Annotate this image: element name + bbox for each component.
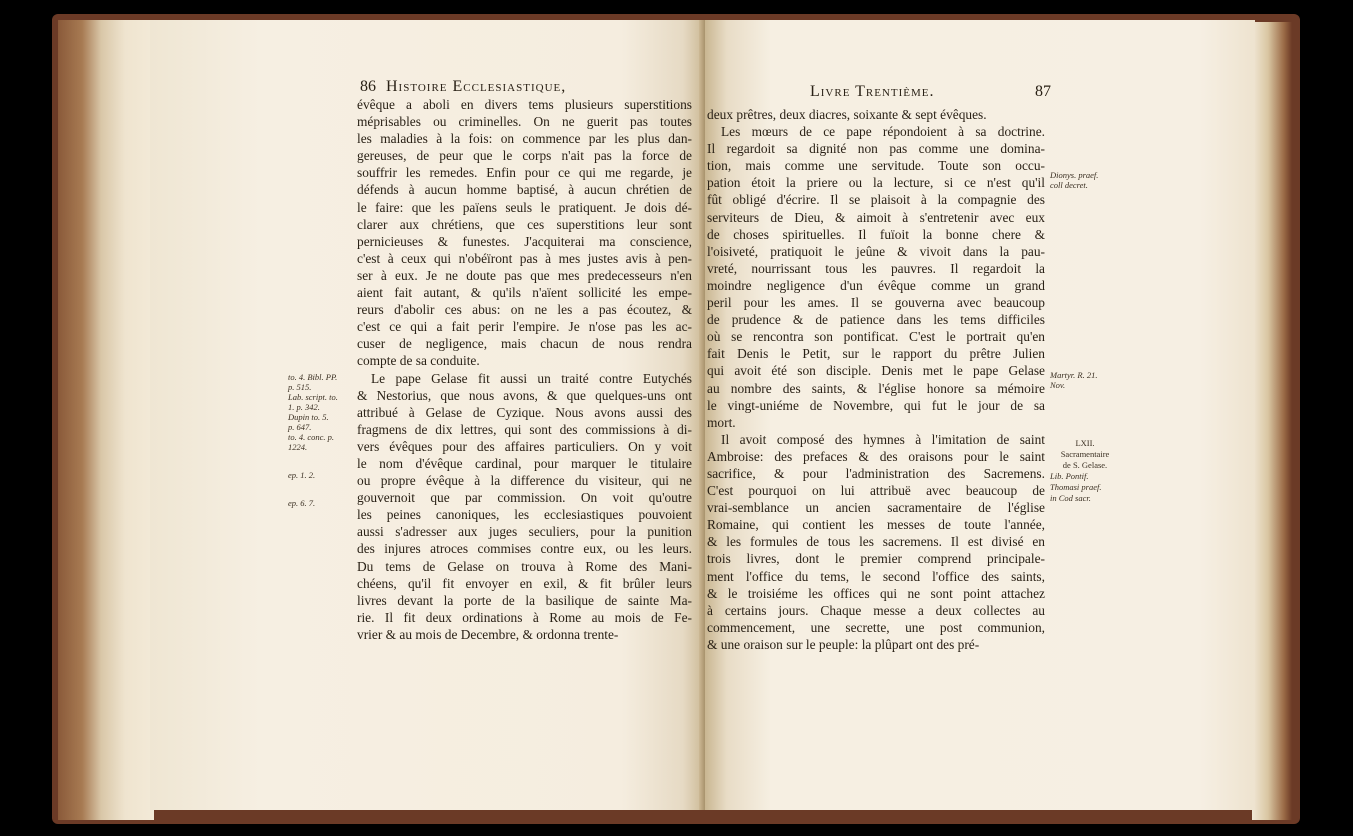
- margin-note: 1. p. 342.: [288, 402, 320, 412]
- text-line: reurs d'abolir ces abus: on ne les a pas écoutez, &: [357, 302, 692, 318]
- margin-note: 1224.: [288, 442, 308, 452]
- text-line: trois livres, dont le premier comprend principale-: [707, 551, 1045, 567]
- text-line: Les mœurs de ce pape répondoient à sa doctrine.: [721, 124, 1045, 140]
- text-line: compte de sa conduite.: [357, 353, 480, 369]
- left-running-title: Histoire Ecclesiastique,: [386, 78, 567, 95]
- text-line: ou propre évêque à la difference du visiteur, qui ne: [357, 473, 692, 489]
- text-line: C'est pourquoi on lui attribuë avec beaucoup de: [707, 483, 1045, 499]
- text-line: deux prêtres, deux diacres, soixante & sept évêques.: [707, 107, 987, 122]
- text-line: rie. Il fit deux ordinations à Rome au mois de Fe-: [357, 609, 692, 625]
- text-line: moindre negligence d'un évêque comme un grand: [707, 277, 1045, 293]
- text-line: & Nestorius, que nous avons, & que quelques-uns ont: [357, 387, 692, 403]
- text-line: livres devant la porte de la basilique de sainte Ma-: [357, 592, 692, 608]
- text-line: le vingt-uniéme de Novembre, qui fut le jour de sa: [707, 397, 1045, 413]
- margin-note: to. 4. conc. p.: [288, 432, 335, 442]
- text-line: méprisables ou criminelles. On ne guerit pas toutes: [357, 114, 692, 130]
- text-line: gouvernoit que par commission. On voit qu'outre: [357, 490, 692, 506]
- text-line: pernicieuses & funestes. J'acquiterai ma conscience,: [357, 233, 692, 249]
- text-line: Ambroise: des prefaces & des oraisons pour le saint: [707, 448, 1045, 464]
- text-line: tion, mais comme une servitude. Toute son occu-: [707, 158, 1045, 174]
- margin-note: coll decret.: [1050, 180, 1088, 190]
- text-line: les maladies à la fois: on commence par les plus dan-: [357, 131, 692, 147]
- text-line: Romaine, qui contient les messes de toute l'année,: [707, 517, 1045, 533]
- text-line: ser à eux. Je ne doute pas que mes predecesseurs n'en: [357, 267, 692, 283]
- text-line: à certains jours. Chaque messe a deux collectes au: [707, 602, 1045, 618]
- text-line: évêque a aboli en divers tems plusieurs superstitions: [357, 97, 692, 112]
- margin-note: Lab. script. to.: [288, 392, 338, 402]
- text-line: souffrir les remedes. Enfin pour ce qui me regarde, je: [357, 165, 692, 181]
- text-line: Du tems de Gelase on trouva à Rome des Mani-: [357, 558, 692, 574]
- margin-note: ep. 1. 2.: [288, 470, 316, 480]
- margin-note: p. 515.: [288, 382, 312, 392]
- margin-note: Lib. Pontif.: [1050, 471, 1089, 481]
- left-page-edges: [58, 20, 154, 820]
- right-page: [705, 20, 1255, 810]
- text-line: au nombre des saints, & l'église honore sa mémoire: [707, 380, 1045, 396]
- text-line: chéens, qu'il fit envoyer en exil, & fit brûler leurs: [357, 575, 692, 591]
- text-line: & les formules de tous les sacremens. Il est divisé en: [707, 534, 1045, 550]
- text-line: Le pape Gelase fit aussi un traité contre Eutychés: [371, 370, 692, 386]
- margin-note: Thomasi praef.: [1050, 482, 1102, 492]
- text-line: attribué à Gelase de Cyzique. Nous avons aussi des: [357, 404, 692, 420]
- text-line: clarer aux chrétiens, que ces superstitions leur sont: [357, 216, 692, 232]
- text-line: l'oisiveté, pratiquoit le jeûne & vivoit dans la pau-: [707, 243, 1045, 259]
- text-line: les peines canoniques, les ecclesiastiques pouvoient: [357, 507, 692, 523]
- margin-note: Martyr. R. 21.: [1050, 370, 1098, 380]
- margin-note: Dionys. praef.: [1050, 170, 1099, 180]
- text-line: vers évêques pour des affaires particuliers. On y voit: [357, 438, 692, 454]
- text-line: ment l'office du tems, le second l'office des saints,: [707, 568, 1045, 584]
- margin-note: Sacramentaire: [1060, 449, 1110, 459]
- margin-note: LXII.: [1075, 438, 1095, 448]
- text-line: où se rencontra son pontificat. C'est le portrait qu'en: [707, 329, 1045, 345]
- text-line: défends à aucun homme baptisé, à aucun chrétien de: [357, 182, 692, 198]
- text-line: vreté, nourrissant tous les pauvres. Il regardoit la: [707, 260, 1045, 276]
- margin-note: in Cod sacr.: [1050, 493, 1091, 503]
- text-line: commencement, une secrette, une post communion,: [707, 619, 1045, 635]
- left-running-head: [360, 78, 566, 96]
- left-body-text: [357, 96, 692, 643]
- text-line: serviteurs de Dieu, & aimoit à s'entretenir avec eux: [707, 209, 1045, 225]
- right-running-head: [810, 83, 1051, 101]
- text-line: des injures atroces commises contre eux, ou les leurs.: [357, 541, 692, 557]
- text-line: c'est à ceux qui n'obéïront pas à mes justes avis à pen-: [357, 250, 692, 266]
- text-line: sacrifice, & pour l'administration des Sacremens.: [707, 465, 1045, 481]
- text-line: cuser de negligence, mais chacun de nous rendra: [357, 336, 692, 352]
- margin-note: Dupin to. 5.: [288, 412, 329, 422]
- text-line: le nom d'évêque cardinal, pour marquer le titulaire: [357, 455, 692, 471]
- text-line: aient fait autant, & qu'ils n'aïent sollicité les empe-: [357, 285, 692, 301]
- margin-note: de S. Gelase.: [1062, 460, 1108, 470]
- margin-note: to. 4. Bibl. PP.: [288, 372, 338, 382]
- text-line: gereuses, de peur que le corps n'ait pas la force de: [357, 148, 692, 164]
- text-line: & une oraison sur le peuple: la plûpart ont des pré-: [707, 636, 980, 652]
- right-page-edges: [1252, 22, 1292, 820]
- right-running-title: Livre Trentième.: [810, 83, 935, 100]
- text-line: pation étoit la priere ou la lecture, si ce n'est qu'il: [707, 175, 1045, 191]
- text-line: Il regardoit sa dignité non pas comme une domina-: [707, 141, 1045, 157]
- text-line: fût obligé d'écrire. Il se plaisoit à la compagnie des: [707, 192, 1045, 208]
- text-line: peril pour les ames. Il se gouverna avec beaucoup: [707, 295, 1045, 311]
- text-line: c'est ce qui a fait perir l'empire. Je n'ose pas les ac-: [357, 319, 692, 335]
- text-line: & le troisiéme les offices qui ne sont point attachez: [707, 585, 1045, 601]
- text-line: vrai-semblance un ancien sacramentaire de l'église: [707, 500, 1045, 516]
- right-folio: 87: [1035, 83, 1051, 100]
- text-line: aussi s'adresser aux juges seculiers, pour la punition: [357, 524, 692, 540]
- left-folio: 86: [360, 78, 376, 95]
- text-line: fait Denis le Petit, sur le rapport du prêtre Julien: [707, 346, 1045, 362]
- margin-note: p. 647.: [288, 422, 312, 432]
- text-line: de prudence & de patience dans les tems difficiles: [707, 312, 1045, 328]
- text-line: Il avoit composé des hymnes à l'imitation de saint: [721, 431, 1045, 447]
- text-line: fragmens de dix lettres, qui sont des commissions à di-: [357, 421, 692, 437]
- margin-note: ep. 6. 7.: [288, 498, 316, 508]
- text-line: qui avoit été son disciple. Denis met le pape Gelase: [707, 363, 1045, 379]
- text-line: mort.: [707, 414, 736, 430]
- text-line: le faire: que les païens seuls le pratiquent. Je dois dé-: [357, 199, 692, 215]
- text-line: vrier & au mois de Decembre, & ordonna trente-: [357, 626, 619, 642]
- text-line: de choses spirituelles. Il fuïoit la bonne chere &: [707, 226, 1045, 242]
- right-body-text: [707, 106, 1045, 653]
- margin-note: Nov.: [1050, 380, 1066, 390]
- left-page: [150, 20, 705, 810]
